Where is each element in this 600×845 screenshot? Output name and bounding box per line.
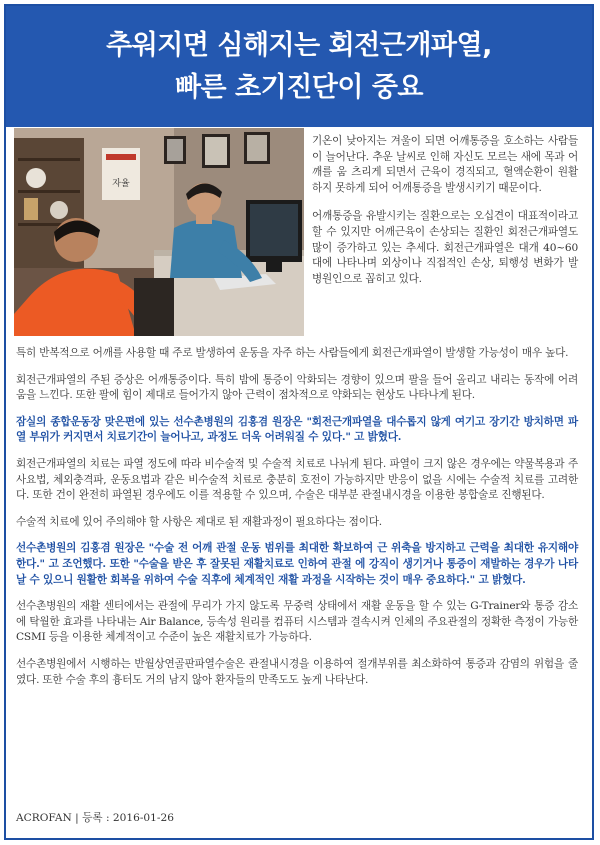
body-paragraph: 회전근개파열의 치료는 파열 정도에 따라 비수술적 및 수술적 치료로 나뉘게 된다. 파열이 크지 않은 경우에는 약물복용과 주사요법, 체외충격파, 운동요법과 같은 비수술적 치료로 충분히 호전이 가능하지만 반응이 없을 시에는 수술적 치료를 고려한다. 또한 건이 완전히 파열된 경우에도 이를 적용할 수 있으며, 수술은 대부분 관절내시경을 이용한 봉합술로 진행된다. — [16, 457, 578, 502]
publish-date: 2016-01-26 — [112, 812, 174, 824]
doctor-patient-consultation-image — [14, 128, 304, 336]
intro-paragraph: 어깨통증을 유발시키는 질환으로는 오십견이 대표적이라고 할 수 있지만 어깨근육이 손상되는 질환인 회전근개파열도 많이 증가하고 있는 추세다. 회전근개파열은 대개 40~60대에 나타나며 외상이나 직접적인 손상, 퇴행성 변화가 발병원인으로 꼽히고 있다. — [312, 210, 578, 285]
source-name: ACROFAN — [16, 812, 72, 824]
body-paragraph: 특히 반복적으로 어깨를 사용할 때 주로 발생하여 운동을 자주 하는 사람들에게 회전근개파열이 발생할 가능성이 매우 높다. — [16, 347, 569, 359]
article-body — [16, 346, 578, 699]
body-paragraph: 수술적 치료에 있어 주의해야 할 사항은 제대로 된 재활과정이 필요하다는 점이다. — [16, 515, 382, 528]
date-label: 등록 : — [82, 812, 110, 824]
article-photo — [14, 128, 304, 336]
intro-column — [312, 134, 578, 300]
body-paragraph: 선수촌병원에서 시행하는 반월상연골판파열수술은 관절내시경을 이용하여 절개부위를 최소화하여 통증과 감염의 위험을 줄였다. 또한 수술 후의 흉터도 거의 남지 않아 환자들의 만족도도 높게 나타난다. — [16, 657, 578, 686]
doctor-quote: 선수촌병원의 김홍겸 원장은 "수술 전 어깨 관절 운동 범위를 최대한 확보하여 근 위축을 방지하고 근력을 최대한 유지해야 한다." 고 조언했다. 또한 "수술을 받은 후 잘못된 재활치료로 인하여 관절 에 강직이 생기거나 통증이 재발하는 경우가 나타날 수 있으니 원활한 회복을 위하여 수술 직후에 체계적인 재활 과정을 시작하는 것이 매우 중요하다." 고 밝혔다. — [16, 542, 578, 586]
article-footer — [16, 810, 174, 825]
headline-line-1: 추워지면 심해지는 회전근개파열, — [106, 29, 492, 61]
intro-paragraph: 기온이 낮아지는 겨울이 되면 어깨통증을 호소하는 사람들이 늘어난다. 추운 날씨로 인해 자신도 모르는 새에 목과 어깨를 움 츠리게 되면서 근육이 경직되고, 혈액순환이 원활하지 못하게 되어 어깨통증을 발생시키기 때문이다. — [312, 135, 578, 194]
body-paragraph: 선수촌병원의 재활 센터에서는 관절에 무리가 가지 않도록 무중력 상태에서 재활 운동을 할 수 있는 G-Trainer와 통증 감소에 탁월한 효과를 나타내는 Air Balance, 등속성 원리를 컴퓨터 시스템과 결속시켜 인체의 주요관절의 정확한 측정이 가능한 CSMI 등을 이용한 체계적이고 수준이 높은 재활치료가 가능하다. — [16, 600, 578, 644]
footer-separator: | — [75, 812, 79, 824]
poster-text: 자율 — [112, 179, 130, 189]
article-header — [6, 6, 592, 127]
body-paragraph: 회전근개파열의 주된 증상은 어깨통증이다. 특히 밤에 통증이 악화되는 경향이 있으며 팔을 들어 올리고 내리는 동작에 어려움을 느낀다. 또한 팔에 힘이 제대로 들어가지 않아 근력이 점차적으로 약화되는 현상도 나타나게 된다. — [16, 373, 578, 402]
headline-line-2: 빠른 초기진단이 중요 — [174, 71, 424, 103]
doctor-quote: 잠실의 종합운동장 맞은편에 있는 선수촌병원의 김홍겸 원장은 "회전근개파열을 대수롭지 않게 여기고 장기간 방치하면 파열 부위가 커지면서 치료기간이 늘어나고, 과정도 더욱 어려워질 수 있다." 고 밝혔다. — [16, 415, 578, 444]
